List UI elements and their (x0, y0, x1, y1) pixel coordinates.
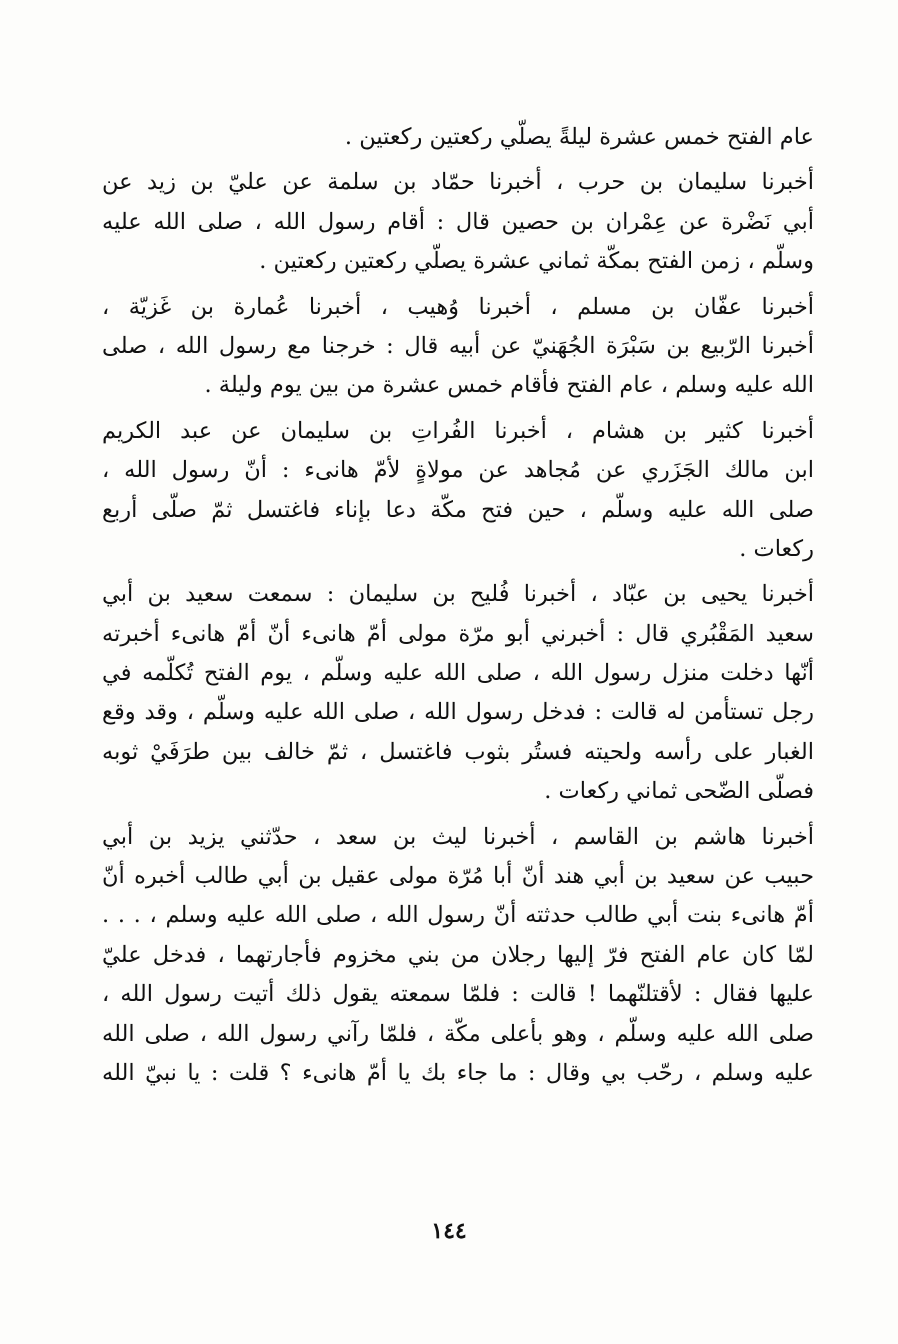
text-line: فصلّى الضّحى ثماني ركعات . (544, 778, 814, 805)
text-line: أخبرنا كثير بن هشام ، أخبرنا الفُراتِ بن سليمان عن عبد الكريم (102, 417, 814, 444)
text-line: لمّا كان عام الفتح فرّ إليها رجلان من بني مخزوم فأجارتهما ، فدخل عليّ (102, 941, 814, 968)
text-line: أخبرنا الرّبيع بن سَبْرَة الجُهَنيّ عن أبيه قال : خرجنا مع رسول الله ، صلى (102, 332, 814, 359)
text-line: أخبرنا هاشم بن القاسم ، أخبرنا ليث بن سعد ، حدّثني يزيد بن أبي (102, 823, 814, 850)
text-line: أبي نَضْرة عن عِمْران بن حصين قال : أقام رسول الله ، صلى الله عليه (102, 208, 814, 235)
text-line: أخبرنا عفّان بن مسلم ، أخبرنا وُهيب ، أخبرنا عُمارة بن غَزيّة ، (102, 293, 814, 320)
text-line: ركعات . (739, 535, 814, 562)
text-line: رجل تستأمن له قالت : فدخل رسول الله ، صلى الله عليه وسلّم ، وقد وقع (102, 699, 814, 726)
text-line: صلى الله عليه وسلّم ، حين فتح مكّة دعا بإناء فاغتسل ثمّ صلّى أربع (102, 496, 814, 523)
text-line: عليه وسلم ، رحّب بي وقال : ما جاء بك يا أمّ هانىء ؟ قلت : يا نبيّ الله (102, 1059, 814, 1086)
text-line: الغبار على رأسه ولحيته فستُر بثوب فاغتسل ، ثمّ خالف بين طرَفَيْ ثوبه (102, 738, 814, 765)
text-line: ابن مالك الجَزَري عن مُجاهد عن مولاةٍ لأمّ هانىء : أنّ رسول الله ، (102, 457, 814, 484)
text-line: عام الفتح خمس عشرة ليلةً يصلّي ركعتين ركعتين . (344, 124, 814, 150)
text-line: عليها فقال : لأقتلنّهما ! قالت : فلمّا سمعته يقول ذلك أتيت رسول الله ، (102, 981, 814, 1008)
text-line: صلى الله عليه وسلّم ، وهو بأعلى مكّة ، فلمّا رآني رسول الله ، صلى الله (102, 1020, 814, 1047)
text-line: أمّ هانىء بنت أبي طالب حدثته أنّ رسول الله ، صلى الله عليه وسلم ، . . . (102, 902, 814, 929)
text-line: وسلّم ، زمن الفتح بمكّة ثماني عشرة يصلّي ركعتين ركعتين . (259, 248, 814, 275)
text-line: حبيب عن سعيد بن أبي هند أنّ أبا مُرّة مولى عقيل بن أبي طالب أخبره أنّ (102, 863, 814, 890)
text-line: سعيد المَقْبُري قال : أخبرني أبو مرّة مولى أمّ هانىء أنّ أمّ هانىء أخبرته (102, 620, 814, 647)
text-line: أنّها دخلت منزل رسول الله ، صلى الله عليه وسلّم ، يوم الفتح تُكلّمه في (102, 660, 814, 687)
text-line: أخبرنا سليمان بن حرب ، أخبرنا حمّاد بن سلمة عن عليّ بن زيد عن (102, 169, 814, 196)
text-line: أخبرنا يحيى بن عبّاد ، أخبرنا فُليح بن سليمان : سمعت سعيد بن أبي (102, 581, 814, 608)
page-body-text (102, 118, 814, 1093)
text-line: الله عليه وسلم ، عام الفتح فأقام خمس عشرة من بين يوم وليلة . (204, 372, 814, 399)
page-number: ١٤٤ (431, 1218, 467, 1244)
